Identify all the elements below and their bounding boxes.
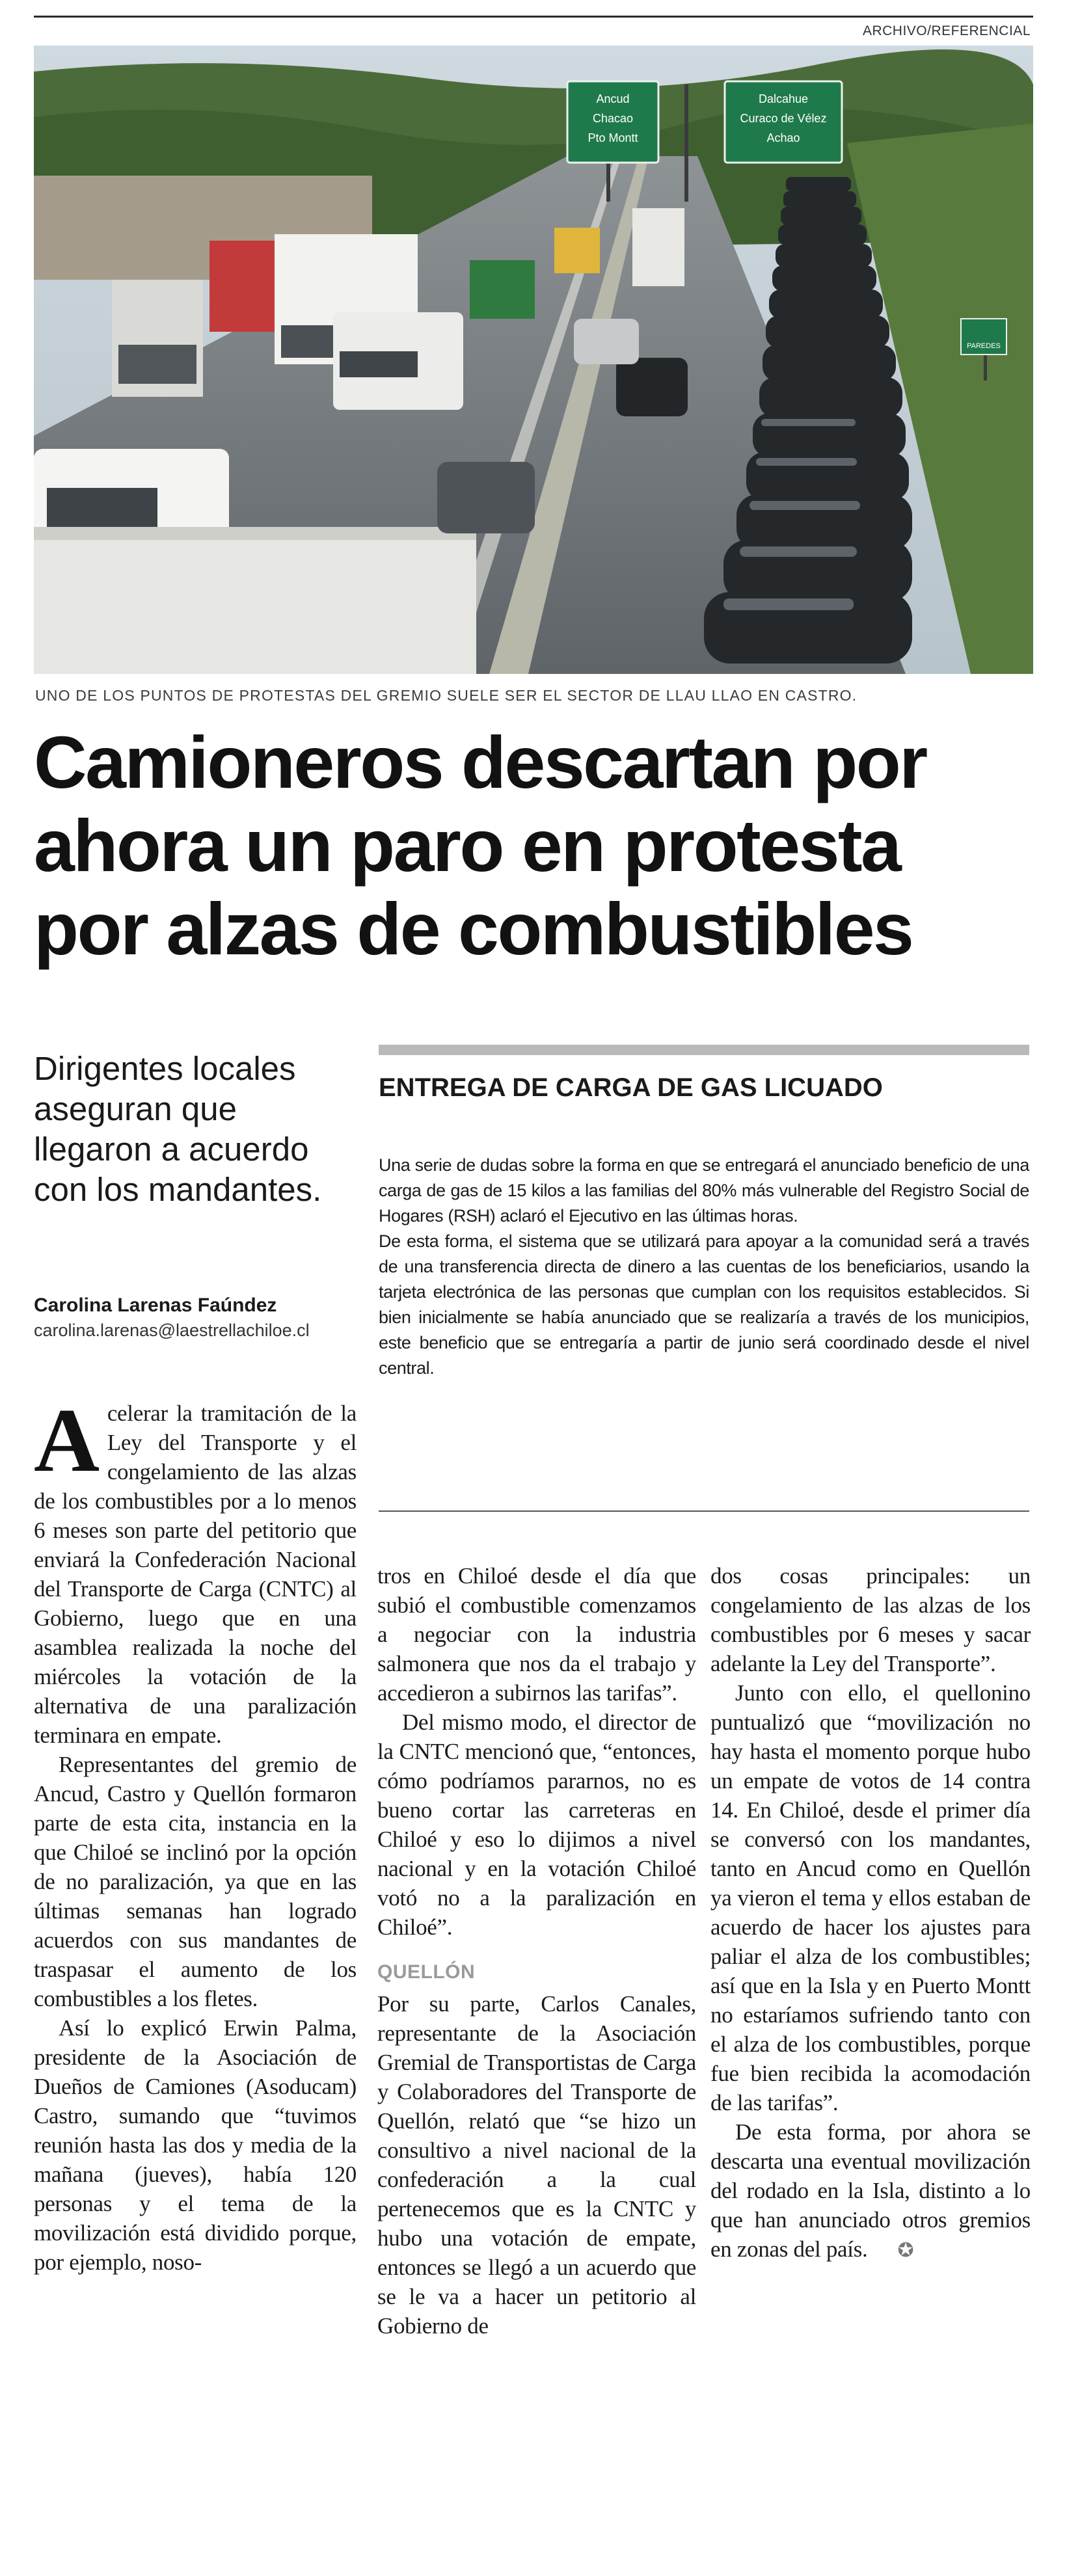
box-text bbox=[379, 1153, 1029, 1381]
paragraph-text: De esta forma, por ahora se descarta una eventual movilización del rodado en la Isla, distinto a lo que han anunciado otros gremios en zonas del país. bbox=[710, 2119, 1031, 2262]
article-paragraph: Por su parte, Carlos Canales, representante de la Asociación Gremial de Transportistas de Carga y Colaboradores del Transporte de Quellón, relató que “se hizo un consultivo a nivel nacional de la confederación a la cual pertenecemos que es la CNTC y hubo una votación de empate, entonces se llegó a un acuerdo que se le va a hacer un petitorio al Gobierno de bbox=[377, 1991, 696, 2339]
deck: Dirigentes locales aseguran que llegaron a acuerdo con los mandantes. bbox=[34, 1050, 322, 1208]
box-paragraph: Una serie de dudas sobre la forma en que se entregará el anunciado beneficio de una carga de gas de 15 kilos a las familias del 80% más vulnerable del Registro Social de Hogares (RSH) aclaró el Ejecutivo en las últimas horas. bbox=[379, 1155, 1029, 1226]
road-sign-north bbox=[567, 81, 658, 163]
headline-line: Camioneros descartan por bbox=[34, 721, 926, 803]
headline-line: por alzas de combustibles bbox=[34, 888, 913, 970]
byline-email: carolina.larenas@laestrellachiloe.cl bbox=[34, 1321, 310, 1340]
article-paragraph: dos cosas principales: un congelamiento de las alzas de los combustibles por 6 meses y sacar adelante la Ley del Transporte”. bbox=[710, 1563, 1031, 1676]
photo-credit: ARCHIVO/REFERENCIAL bbox=[862, 23, 1031, 38]
svg-text:Chacao: Chacao bbox=[592, 112, 634, 125]
svg-text:Ancud: Ancud bbox=[596, 92, 630, 105]
svg-text:Achao: Achao bbox=[766, 131, 800, 144]
road-sign-south bbox=[725, 81, 842, 163]
article-paragraph bbox=[710, 2117, 1031, 2265]
svg-text:Pto Montt: Pto Montt bbox=[588, 131, 638, 144]
box-title: ENTREGA DE CARGA DE GAS LICUADO bbox=[379, 1073, 883, 1102]
article-column-2 bbox=[377, 1561, 696, 2341]
byline-name: Carolina Larenas Faúndez bbox=[34, 1295, 277, 1316]
article-paragraph: Representantes del gremio de Ancud, Castro y Quellón formaron parte de esta cita, instancia en la que Chiloé se inclinó por la opción de no paralización, ya que en las últimas semanas han logrado acuerdos con sus mandantes de traspasar el aumento de los combustibles a los fletes. bbox=[34, 1752, 357, 2011]
drop-cap: A bbox=[34, 1390, 100, 1491]
article-paragraph: Así lo explicó Erwin Palma, presidente de la Asociación de Dueños de Camiones (Asoducam) Castro, sumando que “tuvimos reunión hasta las dos y media de la mañana (jueves), había 120 personas y el tema de la movilización está dividido porque, por ejemplo, noso- bbox=[34, 2015, 357, 2275]
headline bbox=[34, 721, 1049, 971]
headline-line: ahora un paro en protesta bbox=[34, 805, 900, 887]
paragraph-text: celerar la tramitación de la Ley del Transporte y el congelamiento de las alzas de los combustibles por a lo menos 6 meses son parte del petitorio que enviará la Confederación Nacional del Transporte de Carga (CNTC) al Gobierno, luego que en una asamblea realizada la noche del miércoles la votación de la alternativa de una paralización terminara en empate. bbox=[34, 1401, 357, 1748]
top-rule bbox=[34, 16, 1033, 18]
article-column-3 bbox=[710, 1561, 1031, 2265]
svg-text:PAREDES: PAREDES bbox=[967, 342, 1001, 350]
article-paragraph: Del mismo modo, el director de la CNTC mencionó que, “entonces, cómo podríamos pararnos, no es bueno cortar las carreteras en Chiloé y eso lo dijimos a nivel nacional y en la votación Chiloé votó no a la paralización en Chiloé”. bbox=[377, 1710, 696, 1940]
svg-text:Dalcahue: Dalcahue bbox=[758, 92, 809, 105]
photo-caption: UNO DE LOS PUNTOS DE PROTESTAS DEL GREMIO SUELE SER EL SECTOR DE LLAU LLAO EN CASTRO. bbox=[35, 687, 858, 704]
subhead: QUELLÓN bbox=[377, 1961, 476, 1983]
svg-text:Curaco de Vélez: Curaco de Vélez bbox=[740, 112, 827, 125]
article-paragraph bbox=[34, 1390, 357, 1750]
article-column-1 bbox=[34, 1390, 357, 2277]
article-photo bbox=[34, 46, 1033, 674]
box-top-rule bbox=[379, 1045, 1029, 1055]
article-paragraph: tros en Chiloé desde el día que subió el combustible comenzamos a negociar con la industria salmonera que nos da el trabajo y accedieron a subirnos las tarifas”. bbox=[377, 1563, 696, 1706]
box-bottom-rule bbox=[379, 1510, 1029, 1512]
article-paragraph: Junto con ello, el quellonino puntualizó que “movilización no hay hasta el momento porque hubo un empate de votos de 14 contra 14. En Chiloé, desde el primer día se conversó con los mandantes, tanto en Ancud como en Quellón ya vieron el tema y ellos estaban de acuerdo de hacer los ajustes para paliar el alza de los combustibles; así que en la Isla y en Puerto Montt no estaríamos sufriendo tanto con el alza de los combustibles, porque fue bien recibida la acomodación de las tarifas”. bbox=[710, 1680, 1031, 2115]
end-mark-icon: ✪ bbox=[897, 2240, 914, 2261]
box-paragraph: De esta forma, el sistema que se utilizará para apoyar a la comunidad será a través de una transferencia directa de dinero a las cuentas de los beneficiarios, usando la tarjeta electrónica de las personas que cumplan con los requisitos establecidos. Si bien inicialmente se había anunciado que se realizaría a través de los municipios, este beneficio que se entregaría a partir de junio será coordinado desde el nivel central. bbox=[379, 1231, 1029, 1378]
